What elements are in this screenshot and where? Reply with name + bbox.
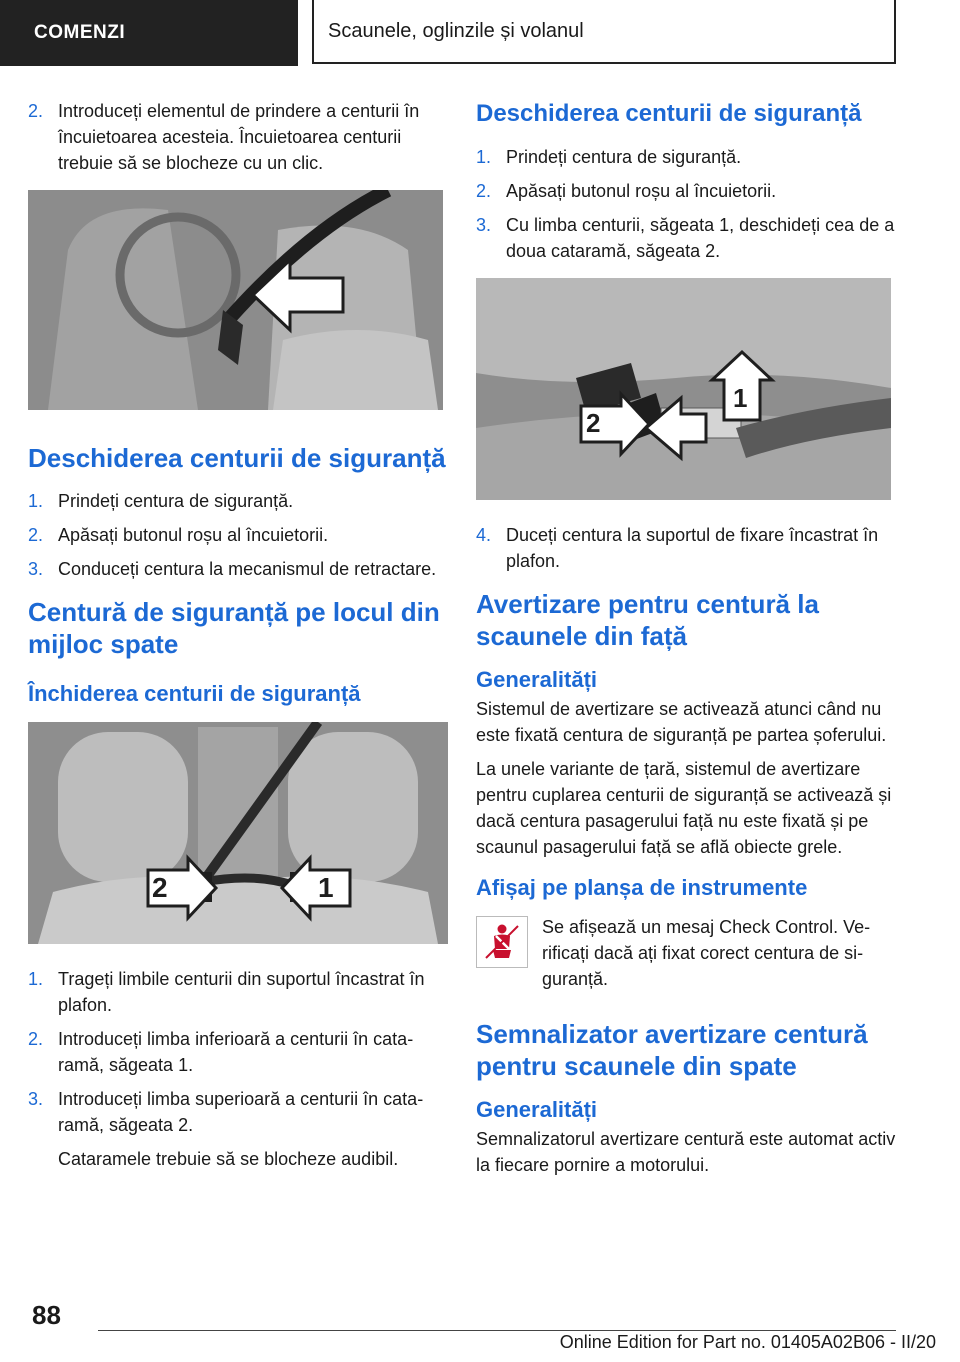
list-item: [28, 522, 448, 548]
list-item: [28, 556, 448, 582]
figure-front-seat-belt: [28, 190, 443, 410]
page-number: 88: [32, 1300, 61, 1330]
list-item: [476, 212, 896, 264]
step-text: Prindeți centura de siguranță.: [506, 147, 742, 167]
rear-seat-illustration: [28, 722, 448, 944]
step-number: 4.: [476, 525, 492, 545]
step-text: Trageți limbile centurii din suportul încastrat în plafon.: [58, 969, 425, 1015]
page-header: [0, 0, 960, 66]
heading-rear-warning: Semnalizator avertizare centură pentru scaunele din spate: [476, 1019, 868, 1081]
heading-open-belt-rear: Deschiderea centurii de siguranță: [476, 100, 862, 127]
open-steps-rear: [476, 144, 896, 264]
step-number: 2.: [28, 525, 44, 545]
display-row: [476, 914, 896, 992]
left-column: [28, 98, 448, 1180]
step-number: 2.: [28, 1029, 44, 1049]
chapter-tab[interactable]: Scaunele, oglinzile și volanul: [312, 0, 896, 64]
display-text: Se afișează un mesaj Check Control. Verificați dacă ați fixat corect centura de siguranță.: [542, 917, 871, 989]
heading-close-belt: Închiderea centurii de siguranță: [28, 681, 361, 706]
edition-text: Online Edition for Part no. 01405A02B06 - II/20: [559, 1332, 936, 1352]
arrow-label-1: 1: [318, 872, 334, 903]
footer-divider: [98, 1330, 896, 1331]
buckle-illustration: [476, 278, 891, 500]
heading-rear-general: Generalități: [476, 1097, 598, 1122]
arrow-label-2: 2: [586, 408, 601, 438]
step-text: Introduceți elementul de prindere a centurii în încuietoarea acesteia. Încuietoarea centurii trebuie să se blocheze cu un clic.: [58, 101, 420, 173]
close-steps: [28, 966, 448, 1138]
right-column: [476, 98, 896, 1186]
intro-steps: [28, 98, 448, 176]
step-text: Conduceți centura la mecanismul de retractare.: [58, 559, 437, 579]
step-text: Apăsați butonul roșu al încuietorii.: [506, 181, 777, 201]
list-item: [28, 1026, 448, 1078]
list-item: [28, 98, 448, 176]
heading-front-warning: Avertizare pentru centură la scaunele din față: [476, 589, 819, 651]
section-tab[interactable]: COMENZI: [0, 0, 298, 66]
list-item: [476, 178, 896, 204]
list-item: [476, 522, 896, 574]
list-item: [476, 144, 896, 170]
list-item: [28, 1086, 448, 1138]
step-number: 1.: [28, 969, 44, 989]
front-paragraph-1: Sistemul de avertizare se activează atunci când nu este fixată centura de siguranță pe partea șoferului.: [476, 699, 887, 745]
rear-paragraph-1: Semnalizatorul avertizare centură este automat activ la fiecare pornire a motorului.: [476, 1129, 896, 1175]
heading-display: Afișaj pe planșa de instrumente: [476, 875, 808, 900]
step-number: 3.: [476, 215, 492, 235]
heading-middle-rear-belt: Centură de siguranță pe locul din mijloc spate: [28, 597, 440, 659]
seat-illustration: [28, 190, 443, 410]
figure-rear-buckle: [476, 278, 891, 500]
after-steps: [476, 522, 896, 574]
arrow-label-1: 1: [733, 383, 748, 413]
step-text: Apăsați butonul roșu al încuietorii.: [58, 525, 329, 545]
step-text: Prindeți centura de siguranță.: [58, 491, 294, 511]
step-number: 2.: [476, 181, 492, 201]
seatbelt-warning-icon: [476, 916, 528, 968]
step-number: 2.: [28, 101, 44, 121]
step-text: Cu limba centurii, săgeata 1, deschideți cea de a doua cataramă, săgeata 2.: [506, 215, 895, 261]
figure-rear-middle-belt: [28, 722, 448, 944]
arrow-label-2: 2: [152, 872, 168, 903]
step-text: Duceți centura la suportul de fixare încastrat în plafon.: [506, 525, 879, 571]
step-number: 1.: [28, 491, 44, 511]
step-number: 1.: [476, 147, 492, 167]
open-steps-front: [28, 488, 448, 582]
step-text: Introduceți limba inferioară a centurii în cataramă, săgeata 1.: [58, 1029, 414, 1075]
close-note: Cataramele trebuie să se blocheze audibil.: [58, 1149, 399, 1169]
step-text: Introduceți limba superioară a centurii în cataramă, săgeata 2.: [58, 1089, 424, 1135]
list-item: [28, 488, 448, 514]
front-paragraph-2: La unele variante de țară, sistemul de avertizare pentru cuplarea centurii de siguranță se activează și dacă centura pasagerului față nu este fixată și pe scaunul pasagerului față se află obiecte grele.: [476, 759, 892, 857]
heading-front-general: Generalități: [476, 667, 598, 692]
page-footer: [0, 1290, 960, 1362]
list-item: [28, 966, 448, 1018]
step-number: 3.: [28, 1089, 44, 1109]
heading-open-belt-front: Deschiderea centurii de siguranță: [28, 443, 446, 473]
step-number: 3.: [28, 559, 44, 579]
